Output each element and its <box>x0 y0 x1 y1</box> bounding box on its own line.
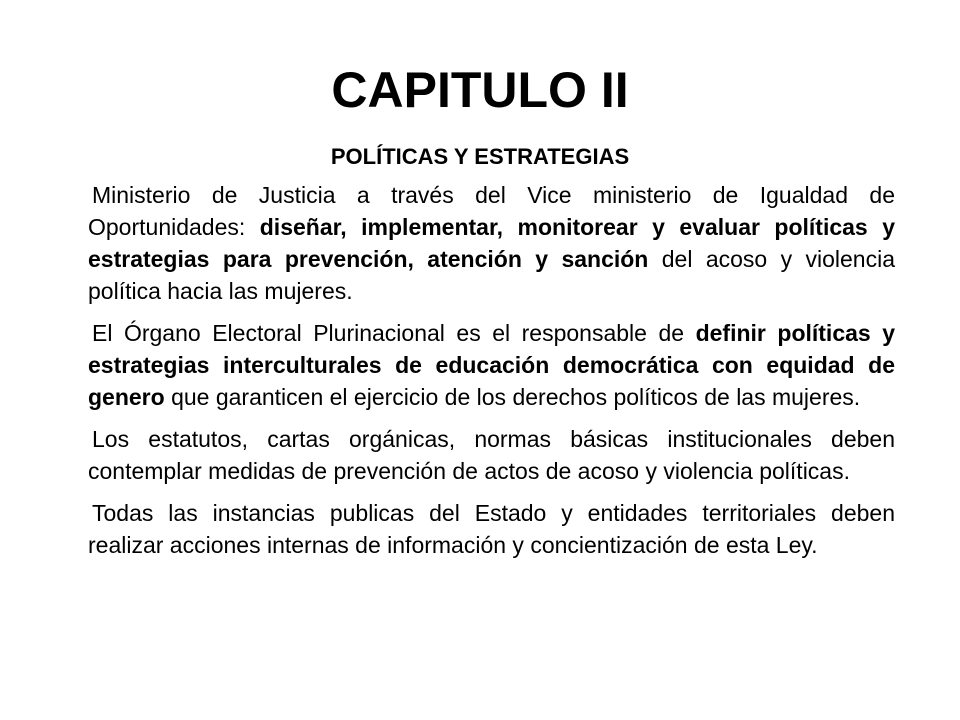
paragraph-instancias <box>88 497 895 561</box>
text-run: Todas las instancias publicas del Estado y entidades territoriales deben realizar acciones internas de información y concientización de esta Ley. <box>88 500 895 558</box>
text-run: del acoso y violencia política hacia las mujeres. <box>88 246 895 304</box>
paragraph-organo-electoral <box>88 317 895 413</box>
text-run: que garanticen el ejercicio de los derechos políticos de las mujeres. <box>164 384 861 410</box>
text-run: Ministerio de Justicia a través del Vice ministerio de Igualdad de Oportunidades: <box>88 182 895 240</box>
slide-body <box>88 179 895 571</box>
text-run: El Órgano Electoral Plurinacional es el responsable de <box>92 320 696 346</box>
paragraph-estatutos <box>88 423 895 487</box>
slide-title: CAPITULO II <box>331 62 629 118</box>
paragraph-ministerio <box>88 179 895 307</box>
text-run-bold: diseñar, implementar, monitorear y evaluar políticas y estrategias para prevención, atención y sanción <box>88 214 895 272</box>
text-run: Los estatutos, cartas orgánicas, normas básicas institucionales deben contemplar medidas de prevención de actos de acoso y violencia políticas. <box>88 426 895 484</box>
text-run-bold: definir políticas y estrategias interculturales de educación democrática con equidad de genero <box>88 320 896 410</box>
slide-subtitle: POLÍTICAS Y ESTRATEGIAS <box>330 144 630 169</box>
